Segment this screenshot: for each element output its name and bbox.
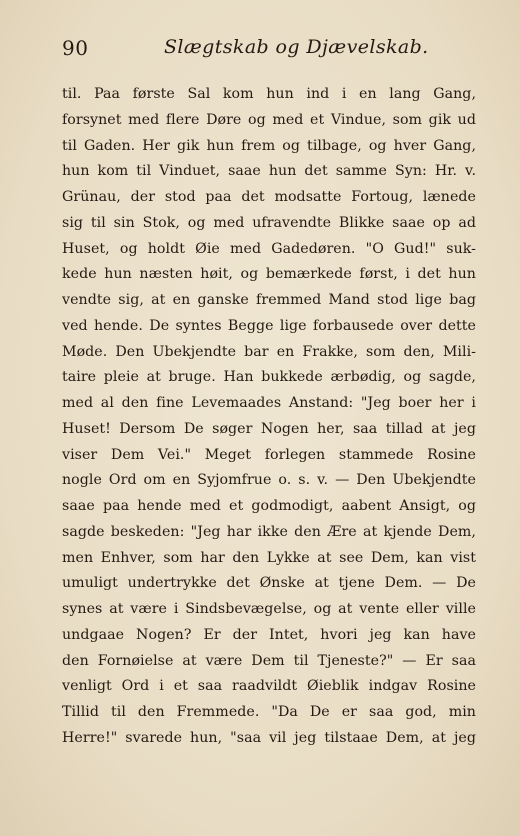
text-line: til Gaden. Her gik hun frem og tilbage, og hver Gang,	[62, 137, 476, 154]
text-line: Huset, og holdt Øie med Gadedøren. "O Gud!" suk-	[62, 240, 476, 257]
text-line: Herre!" svarede hun, "saa vil jeg tilstaae Dem, at jeg	[62, 729, 476, 746]
text-line: forsynet med flere Døre og med et Vindue, som gik ud	[62, 111, 476, 128]
running-title: Slægtskab og Djævelskab.	[164, 36, 429, 58]
text-line: kede hun næsten høit, og bemærkede først, i det hun	[62, 266, 476, 283]
text-line: til. Paa første Sal kom hun ind i en lang Gang,	[62, 86, 476, 102]
text-line: Huset! Dersom De søger Nogen her, saa tillad at jeg	[62, 420, 476, 437]
text-line: vendte sig, at en ganske fremmed Mand stod lige bag	[62, 292, 476, 308]
text-line: nogle Ord om en Syjomfrue o. s. v. — Den Ubekjendte	[62, 472, 476, 489]
page-header	[62, 36, 480, 62]
text-line: undgaae Nogen? Er der Intet, hvori jeg kan have	[62, 626, 476, 643]
text-line: Tillid til den Fremmede. "Da De er saa god, min	[62, 704, 476, 720]
page-number: 90	[62, 36, 89, 60]
text-line: sagde beskeden: "Jeg har ikke den Ære at kjende Dem,	[62, 523, 476, 540]
text-line: med al den fine Levemaades Anstand: "Jeg boer her i	[62, 395, 476, 411]
text-line: viser Dem Vei." Meget forlegen stammede Rosine	[62, 446, 476, 463]
text-line: den Fornøielse at være Dem til Tjeneste?" — Er saa	[62, 652, 476, 669]
text-line: umuligt undertrykke det Ønske at tjene Dem. — De	[62, 575, 476, 592]
text-line: men Enhver, som har den Lykke at see Dem, kan vist	[62, 549, 476, 566]
text-line: Grünau, der stod paa det modsatte Fortoug, lænede	[62, 189, 476, 205]
text-line: Møde. Den Ubekjendte bar en Frakke, som den, Mili-	[62, 343, 476, 360]
text-line: venligt Ord i et saa raadvildt Øieblik indgav Rosine	[62, 678, 476, 695]
text-line: sig til sin Stok, og med ufravendte Blikke saae op ad	[62, 214, 476, 231]
text-line: saae paa hende med et godmodigt, aabent Ansigt, og	[62, 498, 476, 514]
text-line: hun kom til Vinduet, saae hun det samme Syn: Hr. v.	[62, 163, 476, 180]
text-line: ved hende. De syntes Begge lige forbausede over dette	[62, 317, 476, 334]
text-line: taire pleie at bruge. Han bukkede ærbødig, og sagde,	[62, 369, 476, 386]
text-line: synes at være i Sindsbevægelse, og at vente eller ville	[62, 601, 476, 617]
body-text	[62, 82, 476, 752]
